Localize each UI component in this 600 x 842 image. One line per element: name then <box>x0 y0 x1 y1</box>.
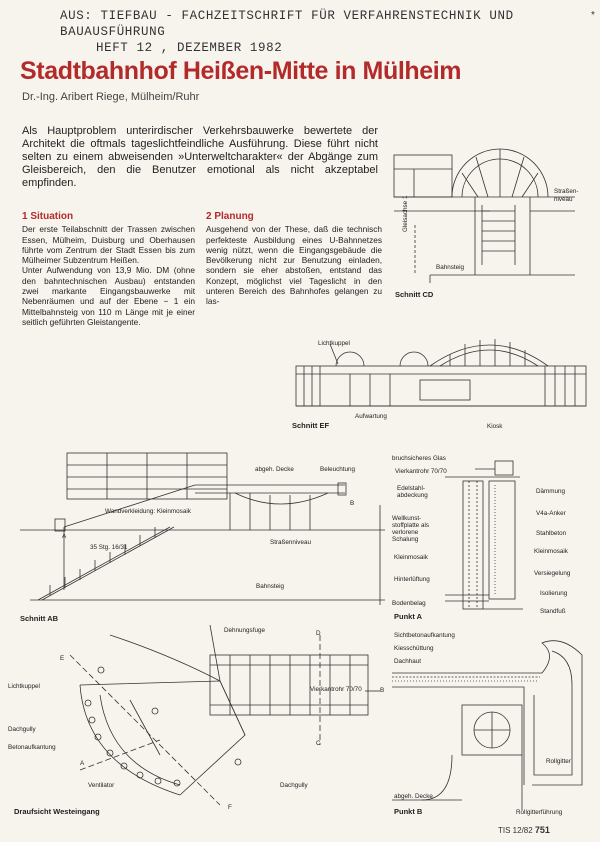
ab-abgeh-decke-label: abgeh. Decke <box>255 466 294 473</box>
punkt-a-label-12: Bodenbelag <box>392 600 426 607</box>
punkt-a-label-7: Kleinmosaik <box>394 554 428 561</box>
cd-strassenniveau-label: Straßen-niveau <box>554 188 579 203</box>
ab-strassenniveau-label: Straßenniveau <box>270 539 311 546</box>
ab-stufen-label: 35 Stg. 16/31 <box>90 544 128 551</box>
draufsicht-mark-d: D <box>316 630 321 637</box>
punkt-b-rollgitterfuehrung-label: Rollgitterführung <box>516 809 563 816</box>
schnitt-cd-drawing <box>390 125 590 295</box>
punkt-a-label-13: Standfuß <box>540 608 566 615</box>
punkt-b-rollgitter-label: Rollgitter <box>546 758 571 765</box>
ef-kiosk-label: Kiosk <box>487 423 503 430</box>
ef-aufwartung-label: Aufwartung <box>355 413 387 420</box>
ab-bahnsteig-label: Bahnsteig <box>256 583 285 590</box>
draufsicht-lichtkuppel-label: Lichtkuppel <box>8 683 40 690</box>
ab-beleuchtung-label: Beleuchtung <box>320 466 356 473</box>
punkt-a-label-4: V4a-Anker <box>536 510 566 517</box>
punkt-b-drawing <box>392 625 597 820</box>
draufsicht-mark-c: C <box>316 740 321 747</box>
article-title: Stadtbahnhof Heißen-Mitte in Mülheim <box>20 57 462 85</box>
punkt-a-label-8: Kleinmosaik <box>534 548 568 555</box>
punkt-a-label-1: Vierkantrohr 70/70 <box>395 468 447 475</box>
ab-caption: Schnitt AB <box>20 614 59 623</box>
cd-gleisachse-label: Gleisachse 1 <box>402 195 409 232</box>
draufsicht-drawing <box>20 625 385 810</box>
draufsicht-dachgully-2-label: Dachgully <box>280 782 308 789</box>
footer-journal: TIS 12/82 <box>498 826 533 835</box>
section-1-paragraph-2: Unter Aufwendung von 13,9 Mio. DM (ohne den bahntechnischen Ausbau) entstanden zwei markante Eingangsbauwerke mit Nebenräumen und auf der Ebene − 1 ein Mittelbahnsteig von 110 m Länge mit je einer seitlich geführten Gleistangente. <box>22 265 195 327</box>
draufsicht-dachgully-1-label: Dachgully <box>8 726 36 733</box>
article-lead: Als Hauptproblem unterirdischer Verkehrsbauwerke bewertete der Architekt die oftmals tageslichtfeindliche Ausführung. Diese führt nicht selten zu einem abweisenden »Unterweltcharakter« der Abgänge zum Gleisbereich, den die Benutzer emotional als nicht akzeptabel empfinden. <box>22 125 378 189</box>
draufsicht-ventilator-label: Ventilator <box>88 782 115 789</box>
punkt-a-label-3: Dämmung <box>536 488 566 495</box>
punkt-a-label-5: Wellkunst-stoffplatte als verlorene Schalung <box>392 515 429 543</box>
draufsicht-dehnungsfuge-label: Dehnungsfuge <box>224 627 265 634</box>
section-2-paragraph-1: Ausgehend von der These, daß die technisch perfekteste Ausbildung eines U-Bahnnetzes wenig nützt, wenn die Eingangsgebäude die Bevölkerung nicht zur Benutzung einladen, sondern sie eher abstoßen, entstand das Konzept, möglichst viel Tageslicht in den unteren Bereich des Bahnhofes gelangen zu las- <box>206 224 382 307</box>
section-2-heading: 2 Planung <box>206 211 254 222</box>
punkt-a-label-2: Edelstahl-abdeckung <box>397 485 428 499</box>
cd-caption: Schnitt CD <box>395 290 434 299</box>
ef-caption: Schnitt EF <box>292 421 330 430</box>
punkt-a-drawing <box>445 455 525 620</box>
section-situation <box>22 212 195 327</box>
punkt-b-abgeh-decke-label: abgeh. Decke <box>394 793 433 800</box>
section-1-heading: 1 Situation <box>22 211 74 222</box>
source-line-2: HEFT 12 , DEZEMBER 1982 <box>96 41 283 55</box>
article-author: Dr.-Ing. Aribert Riege, Mülheim/Ruhr <box>22 91 200 103</box>
punkt-b-sichtbeton-label: Sichtbetonaufkantung <box>394 632 455 639</box>
header-mark: * <box>591 10 595 21</box>
ab-mark-a: A <box>62 533 67 540</box>
page-number: 751 <box>534 825 550 835</box>
draufsicht-betonaufkantung-label: Betonaufkantung <box>8 744 56 751</box>
punkt-a-label-9: Versiegelung <box>534 570 571 577</box>
punkt-b-caption: Punkt B <box>394 807 423 816</box>
punkt-a-label-10: Hinterlüftung <box>394 576 430 583</box>
draufsicht-mark-b: B <box>380 687 385 694</box>
punkt-a-label-11: Isolierung <box>540 590 568 597</box>
punkt-b-kiesschuettung-label: Kiesschüttung <box>394 645 434 652</box>
ab-wandverkleidung-label: Wandverkleidung: Kleinmosaik <box>105 508 191 515</box>
ab-mark-b: B <box>350 500 355 507</box>
draufsicht-vierkantrohr-label: Vierkantrohr 70/70 <box>310 686 362 693</box>
source-line-1: AUS: TIEFBAU - FACHZEITSCHRIFT FÜR VERFAHRENSTECHNIK UND BAUAUSFÜHRUNG <box>60 9 514 39</box>
punkt-b-dachhaut-label: Dachhaut <box>394 658 421 665</box>
punkt-a-label-6: Stahlbeton <box>536 530 567 537</box>
section-1-paragraph-1: Der erste Teilabschnitt der Trassen zwischen Essen, Mülheim, Duisburg und Oberhausen führte vom Zentrum der Stadt Essen bis zum Mülheimer Subzentrum Heißen. <box>22 224 195 266</box>
draufsicht-mark-e: E <box>60 655 65 662</box>
draufsicht-mark-a: A <box>80 760 85 767</box>
section-planung <box>206 212 382 307</box>
draufsicht-mark-f: F <box>228 804 232 811</box>
source-header <box>60 8 600 56</box>
punkt-a-label-0: bruchsicheres Glas <box>392 455 446 462</box>
cd-bahnsteig-label: Bahnsteig <box>436 264 465 271</box>
page-footer <box>498 825 550 835</box>
ef-lichtkuppel-label: Lichtkuppel <box>318 340 350 347</box>
draufsicht-caption: Draufsicht Westeingang <box>14 807 100 816</box>
punkt-a-caption: Punkt A <box>394 612 423 621</box>
